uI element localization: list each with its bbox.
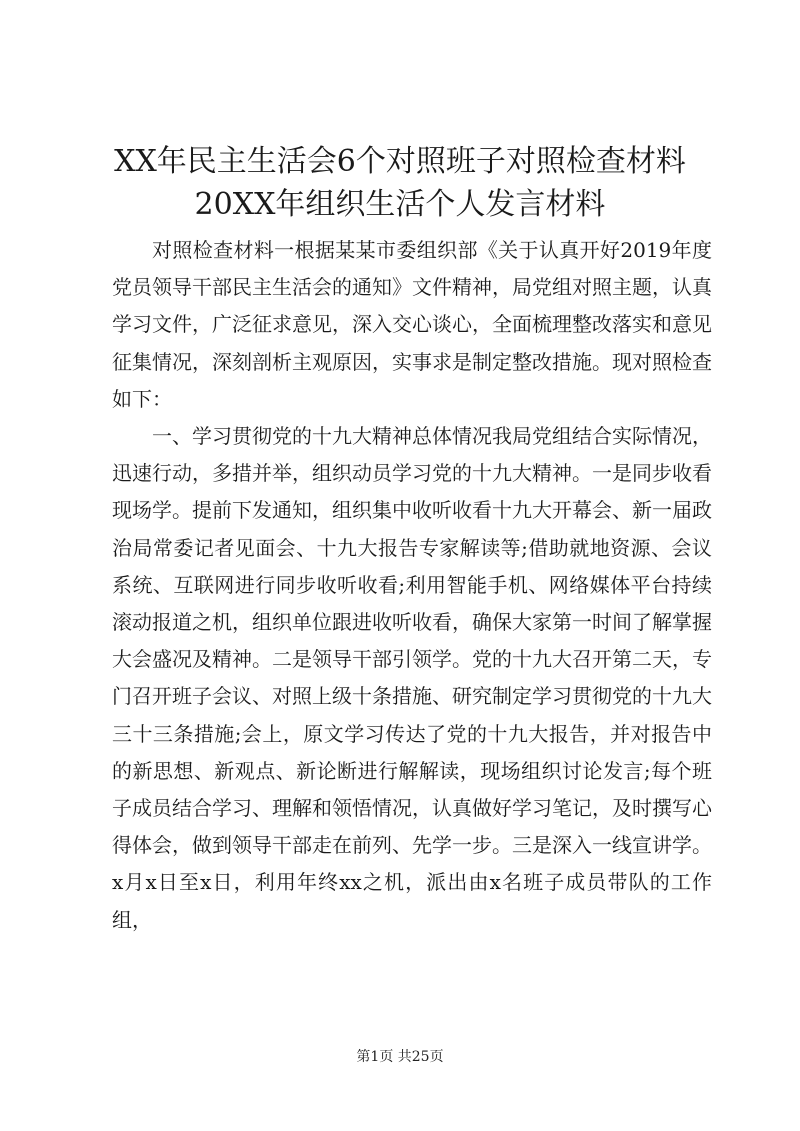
paragraph-intro: 对照检查材料一根据某某市委组织部《关于认真开好2019年度党员领导干部民主生活会的通知》文件精神，局党组对照主题，认真学习文件，广泛征求意见，深入交心谈心，全面梳理整改落实和意见征集情况，深刻剖析主观原因，实事求是制定整改措施。现对照检查如下：: [112, 238, 712, 411]
page-footer: 第1页 共25页: [356, 1049, 444, 1065]
document-title-line1: XX年民主生活会6个对照班子对照检查材料: [114, 144, 686, 179]
paragraph-section-1: 一、学习贯彻党的十九大精神总体情况我局党组结合实际情况，迅速行动，多措并举，组织动员学习党的十九大精神。一是同步收看现场学。提前下发通知，组织集中收听收看十九大开幕会、新一届政治局常委记者见面会、十九大报告专家解读等;借助就地资源、会议系统、互联网进行同步收听收看;利用智能手机、网络媒体平台持续滚动报道之机，组织单位跟进收听收看，确保大家第一时间了解掌握大会盛况及精神。二是领导干部引领学。党的十九大召开第二天，专门召开班子会议、对照上级十条措施、研究制定学习贯彻党的十九大三十三条措施;会上，原文学习传达了党的十九大报告，并对报告中的新思想、新观点、新论断进行解解读，现场组织讨论发言;每个班子成员结合学习、理解和领悟情况，认真做好学习笔记，及时撰写心得体会，做到领导干部走在前列、先学一步。三是深入一线宣讲学。x月x日至x日，利用年终xx之机，派出由x名班子成员带队的工作组，: [112, 424, 712, 932]
document-title-line2: 20XX年组织生活个人发言材料: [194, 187, 606, 222]
document-body: [112, 232, 712, 939]
